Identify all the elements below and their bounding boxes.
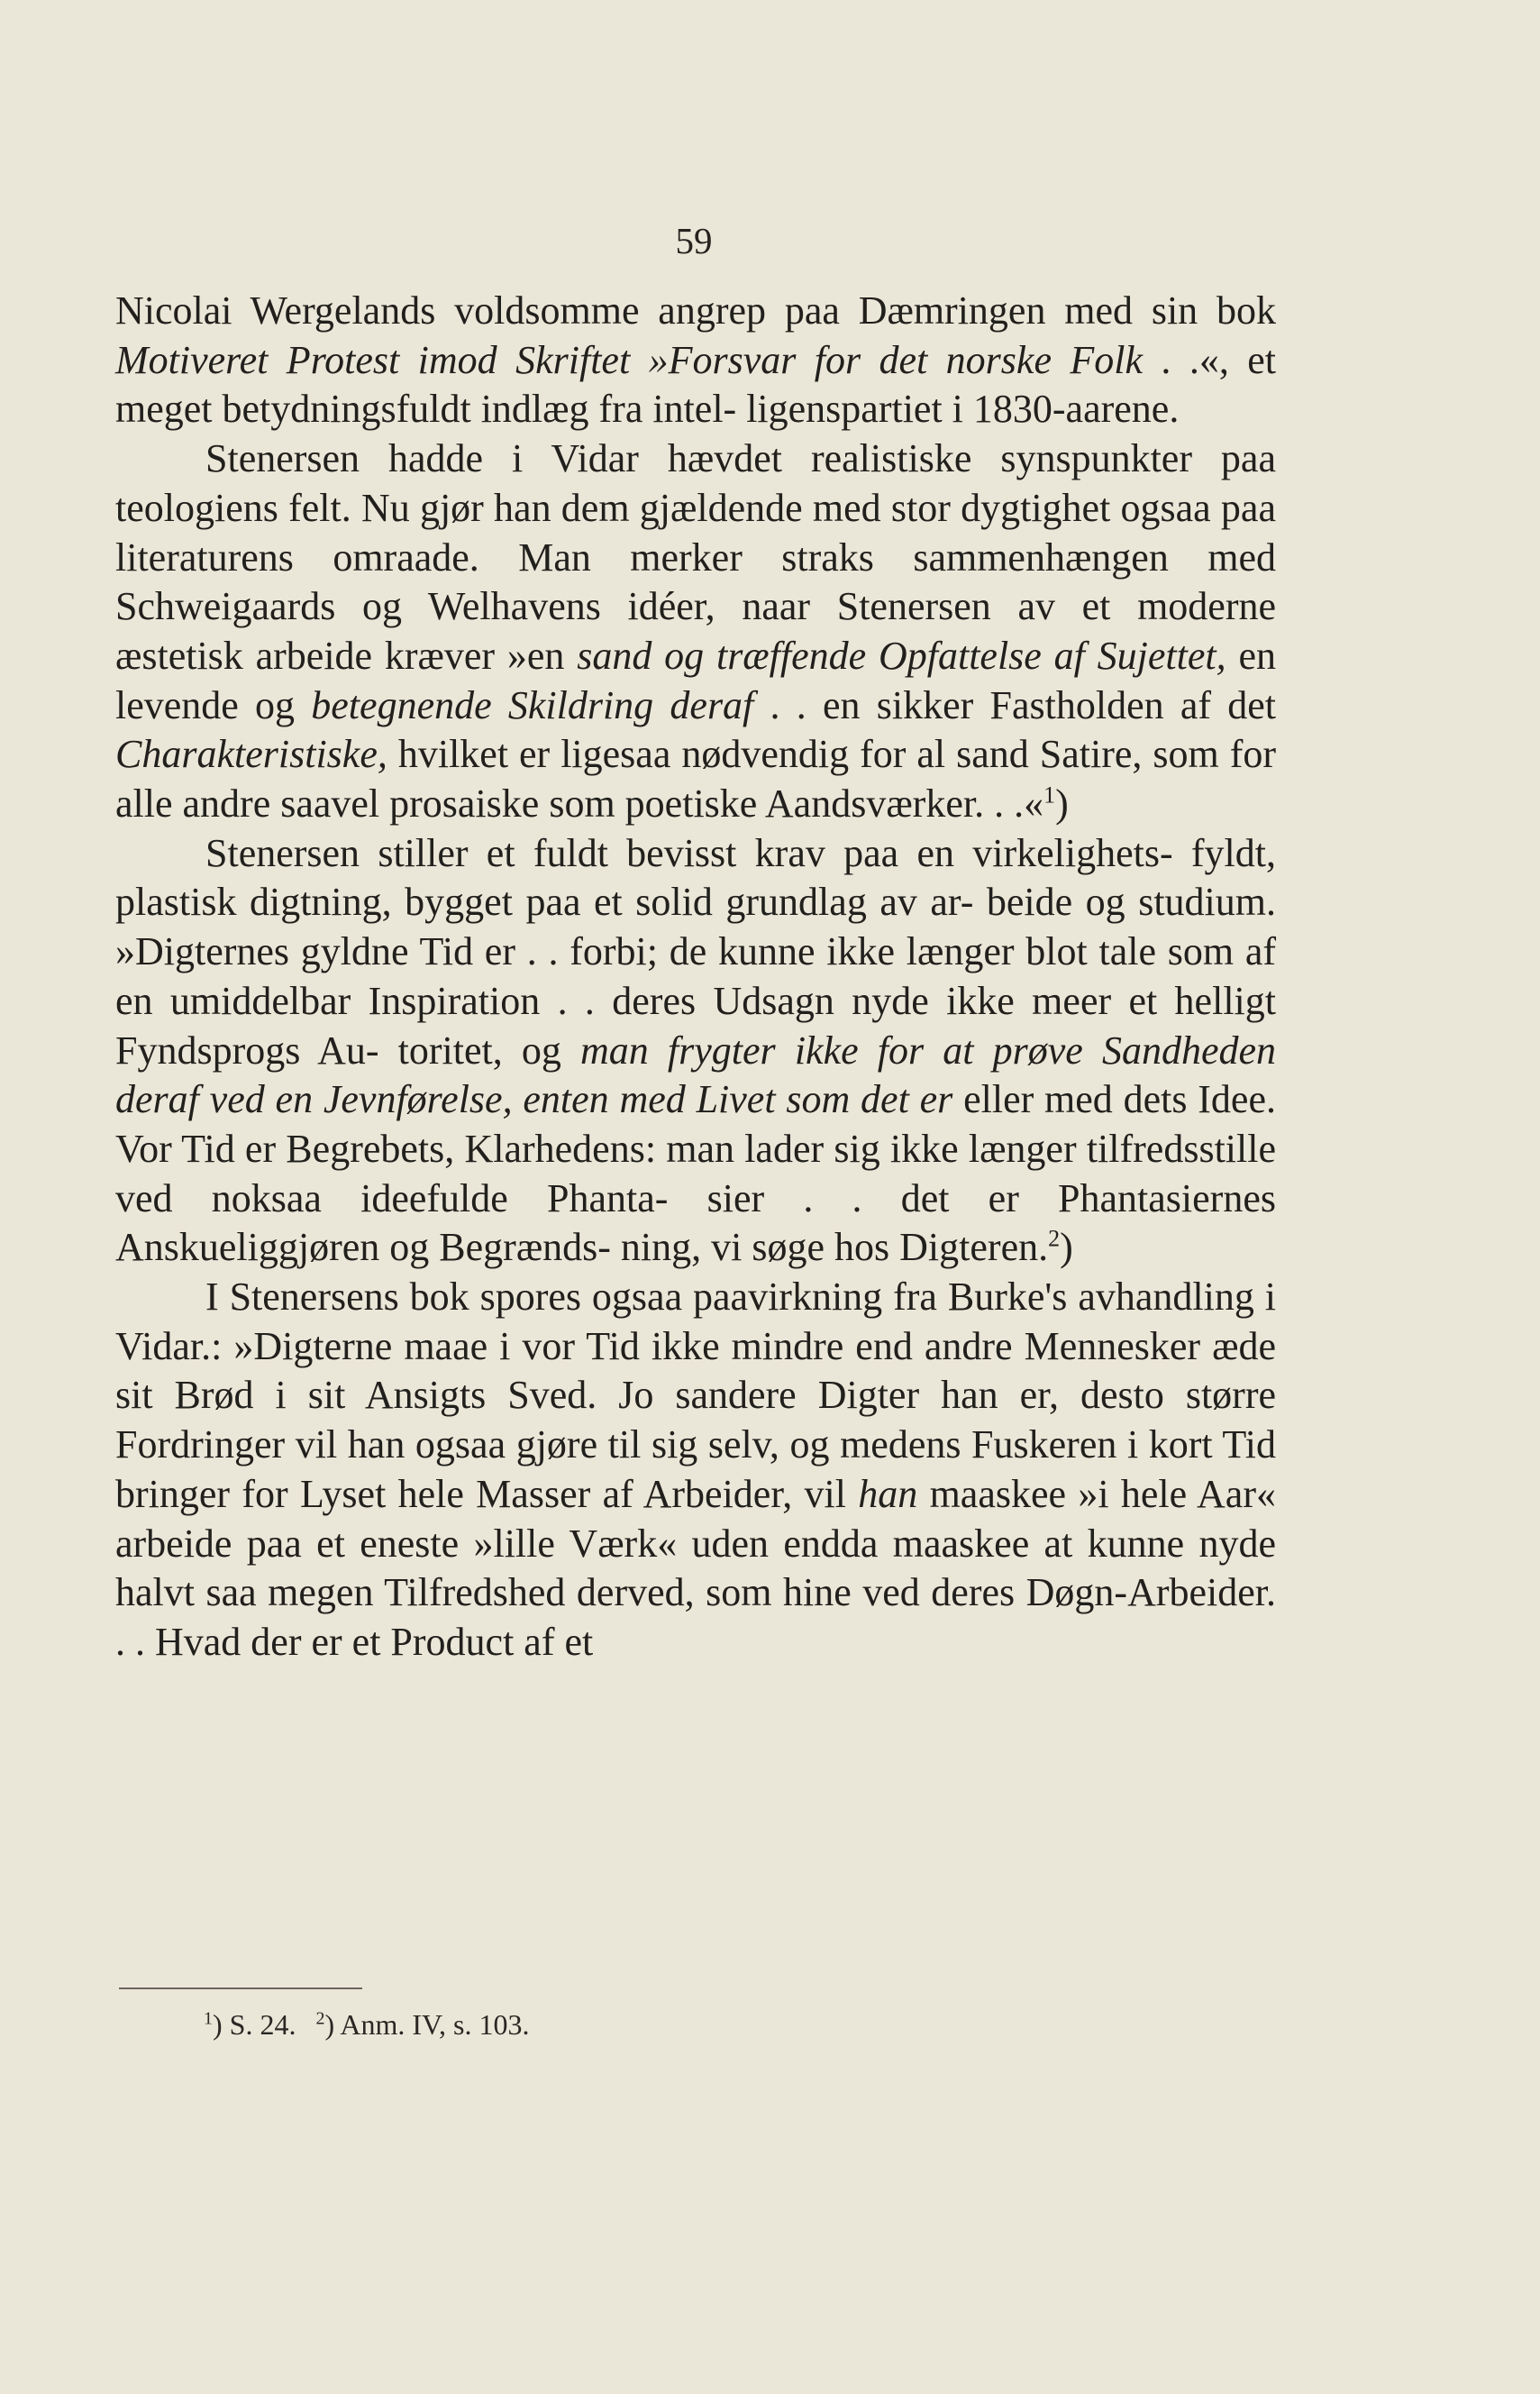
text-run: eller med dets Idee. Vor Tid er Begrebets, Klarhedens: man lader sig ikke længer tilfredsstille ved noksaa ideefulde Phanta- sier . . det er Phantasiernes Anskueliggjøren og Begrænds- ning, vi søge hos Digteren. xyxy=(115,1077,1276,1270)
text-run: . . en sikker Fastholden af det xyxy=(753,682,1277,727)
text-run: en levende og xyxy=(115,633,1276,727)
text-run: ) xyxy=(1055,781,1069,827)
footnote-mark: 2 xyxy=(315,2008,325,2029)
italic-text: betegnende Skildring deraf xyxy=(311,682,754,727)
footnotes xyxy=(204,2008,529,2042)
paragraph xyxy=(115,434,1276,829)
text-run: ) xyxy=(1060,1225,1073,1270)
footnote-ref: 2 xyxy=(1048,1225,1061,1252)
page-number: 59 xyxy=(675,220,713,261)
footnote xyxy=(315,2008,529,2041)
italic-text: Motiveret Protest imod Skriftet »Forsvar for det norske Folk xyxy=(115,337,1144,382)
footnote-text: ) S. 24. xyxy=(213,2008,296,2041)
footnote-mark: 1 xyxy=(204,2008,213,2029)
text-run: Stenersen stiller et fuldt bevisst krav paa en virkelighets- fyldt, plastisk digtning, bygget paa et solid grundlag av ar- beide og studium. »Digternes gyldne Tid er . . forbi; de kunne ikke længer blot tale som af en umiddelbar Inspiration . . deres Udsagn nyde ikke meer et helligt Fyndsprogs Au- toritet, og xyxy=(115,830,1276,1073)
italic-text: han xyxy=(858,1471,918,1516)
italic-text: Charakteristiske, xyxy=(115,732,387,777)
italic-text: sand og træffende Opfattelse af Sujettet, xyxy=(577,633,1226,678)
footnote-ref: 1 xyxy=(1043,781,1056,809)
text-run: I Stenersens bok spores ogsaa paavirkning fra Burke's avhandling i Vidar.: »Digterne maae i vor Tid ikke mindre end andre Mennesker æde sit Brød i sit Ansigts Sved. Jo sandere Digter han er, desto større Fordringer vil han ogsaa gjøre til sig selv, og medens Fuskeren i kort Tid bringer for Lyset hele Masser af Arbeider, vil xyxy=(115,1275,1276,1516)
footnote-text: ) Anm. IV, s. 103. xyxy=(324,2008,530,2041)
footnote xyxy=(204,2008,296,2041)
paragraph xyxy=(115,287,1276,434)
paragraph xyxy=(115,1273,1276,1668)
text-run: maaskee »i hele Aar« arbeide paa et eneste »lille Værk« uden endda maaskee at kunne nyde halvt saa megen Tilfredshed derved, som hine ved deres Døgn-Arbeider. . . Hvad der er et Product af et xyxy=(115,1471,1276,1664)
text-run: . .«, et meget betydningsfuldt indlæg fra intel- ligenspartiet i 1830-aarene. xyxy=(115,337,1276,432)
text-run: Nicolai Wergelands voldsomme angrep paa Dæmringen med sin bok xyxy=(115,288,1276,333)
text-run: hvilket er ligesaa nødvendig for al sand Satire, som for alle andre saavel prosaiske som poetiske Aandsværker. . .« xyxy=(115,732,1276,827)
italic-text: man frygter ikke for at prøve Sandheden deraf ved en Jevnførelse, enten med Livet som det er xyxy=(115,1028,1277,1122)
text-run: Stenersen hadde i Vidar hævdet realistiske synspunkter paa teologiens felt. Nu gjør han dem gjældende med stor dygtighet ogsaa paa literaturens omraade. Man merker straks sammenhængen med Schweigaards og Welhavens idéer, naar Stenersen av et moderne æstetisk arbeide kræver »en xyxy=(115,436,1276,678)
body-text xyxy=(115,287,1276,1668)
paragraph xyxy=(115,829,1276,1273)
footnote-rule xyxy=(119,1987,362,1989)
